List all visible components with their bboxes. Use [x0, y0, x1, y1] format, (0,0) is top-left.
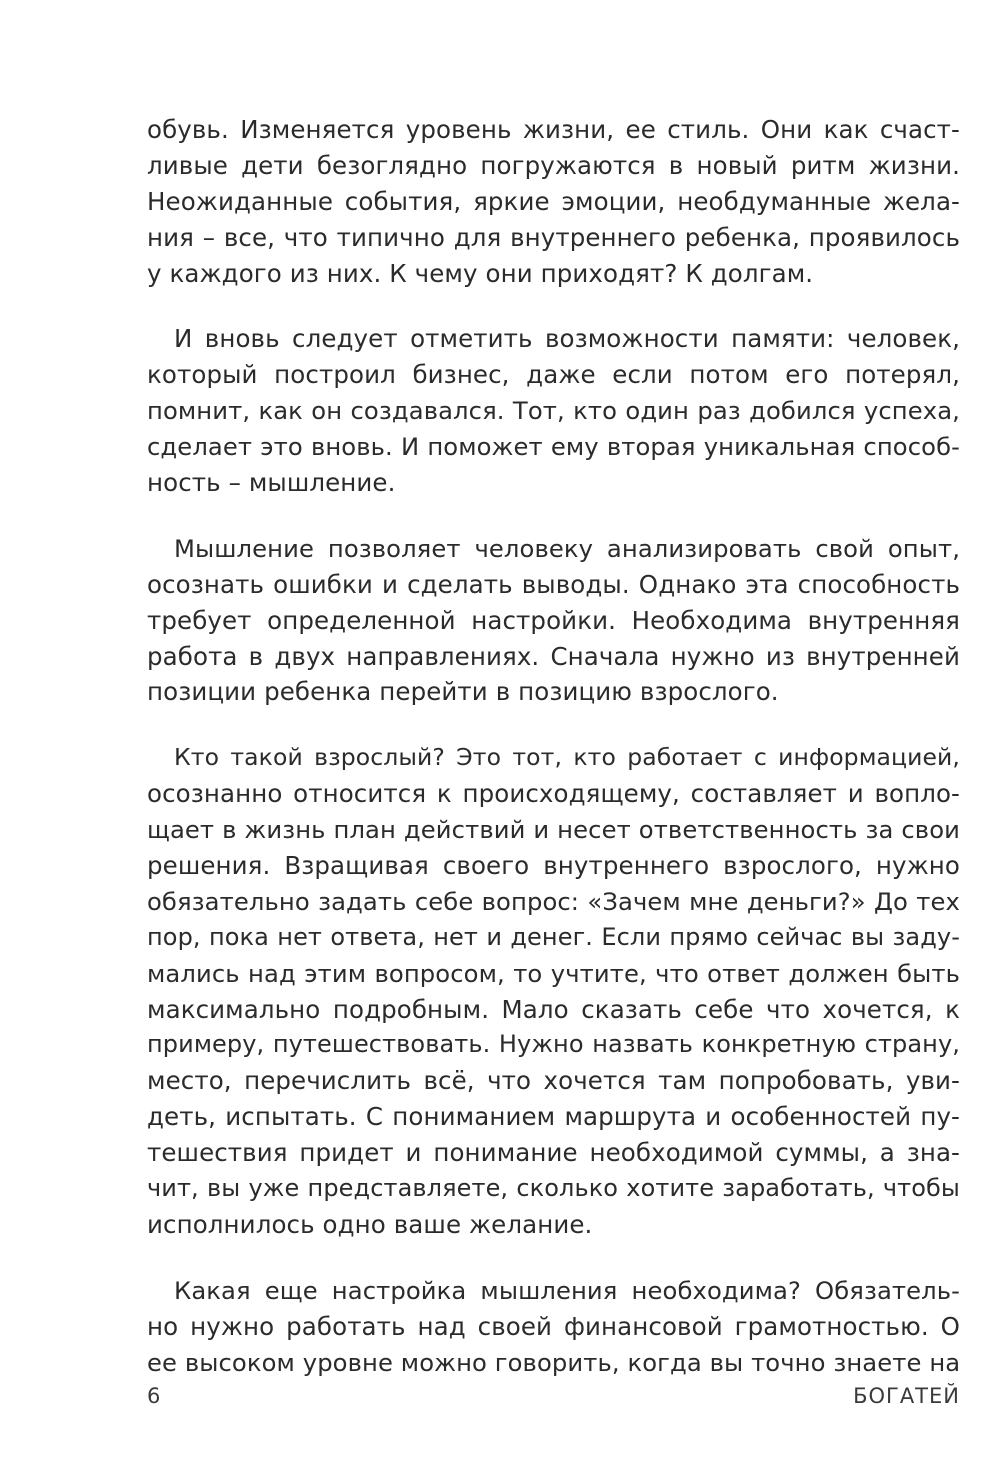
text-line: обувь. Изменяется уровень жизни, ее стиль. Они как счаст- — [147, 115, 960, 144]
paragraph — [147, 112, 960, 291]
paragraph — [147, 531, 960, 710]
text-line: который построил бизнес, даже если потом его потерял, — [147, 360, 960, 390]
text-line: исполнилось одно ваше желание. — [147, 1209, 593, 1239]
text-line: ее высоком уровне можно говорить, когда вы точно знаете на — [147, 1347, 961, 1377]
text-line: осознанно относится к происходящему, составляет и вопло- — [147, 779, 960, 809]
text-line: мались над этим вопросом, то учтите, что ответ должен быть — [147, 958, 960, 988]
text-line: Мышление позволяет человеку анализировать свой опыт, — [174, 533, 960, 563]
paragraph-spacer — [147, 710, 960, 740]
text-line: щает в жизнь план действий и несет ответственность за свои — [147, 815, 960, 845]
paragraph-spacer — [147, 291, 960, 321]
page-body-text — [147, 112, 960, 1381]
text-line: помнит, как он создавался. Тот, кто один раз добился успеха, — [147, 396, 960, 426]
text-line: Какая еще настройка мышления необходима? Обязатель- — [174, 1275, 960, 1305]
text-line: деть, испытать. С пониманием маршрута и особенностей пу- — [147, 1102, 960, 1132]
text-line: Кто такой взрослый? Это тот, кто работает с информацией, — [174, 743, 960, 772]
text-line: сделает это вновь. И поможет ему вторая уникальная способ- — [147, 432, 960, 462]
text-line: решения. Взращивая своего внутреннего взрослого, нужно — [147, 851, 960, 881]
page-number: 6 — [147, 1384, 161, 1408]
running-title: БОГАТЕЙ — [853, 1384, 960, 1408]
text-line: И вновь следует отметить возможности памяти: человек, — [174, 324, 960, 354]
text-line: примеру, путешествовать. Нужно назвать конкретную страну, — [147, 1030, 960, 1059]
text-line: но нужно работать над своей финансовой грамотностью. О — [147, 1311, 960, 1341]
text-line: позиции ребенка перейти в позицию взрослого. — [147, 677, 779, 707]
paragraph-spacer — [147, 501, 960, 531]
paragraph — [147, 740, 960, 1242]
text-line: осознать ошибки и сделать выводы. Однако эта способность — [147, 569, 960, 599]
text-line: максимально подробным. Мало сказать себе что хочется, к — [147, 994, 960, 1024]
text-line: обязательно задать себе вопрос: «Зачем мне деньги?» До тех — [147, 886, 960, 916]
text-line: ность – мышление. — [147, 468, 396, 498]
paragraph — [147, 1273, 960, 1381]
text-line: работа в двух направлениях. Сначала нужно из внутренней — [147, 641, 960, 671]
text-line: тешествия придет и понимание необходимой суммы, а зна- — [147, 1138, 960, 1168]
text-line: требует определенной настройки. Необходима внутренняя — [147, 605, 960, 635]
text-line: место, перечислить всё, что хочется там попробовать, уви- — [147, 1066, 960, 1096]
text-line: у каждого из них. К чему они приходят? К долгам. — [147, 258, 814, 288]
text-line: чит, вы уже представляете, сколько хотите заработать, чтобы — [147, 1174, 960, 1203]
text-line: ливые дети безоглядно погружаются в новый ритм жизни. — [147, 150, 960, 180]
paragraph-spacer — [147, 1243, 960, 1273]
text-line: ния – все, что типично для внутреннего ребенка, проявилось — [147, 222, 960, 252]
paragraph — [147, 321, 960, 500]
text-line: пор, пока нет ответа, нет и денег. Если прямо сейчас вы заду- — [147, 922, 960, 951]
text-line: Неожиданные события, яркие эмоции, необдуманные жела- — [147, 186, 960, 216]
